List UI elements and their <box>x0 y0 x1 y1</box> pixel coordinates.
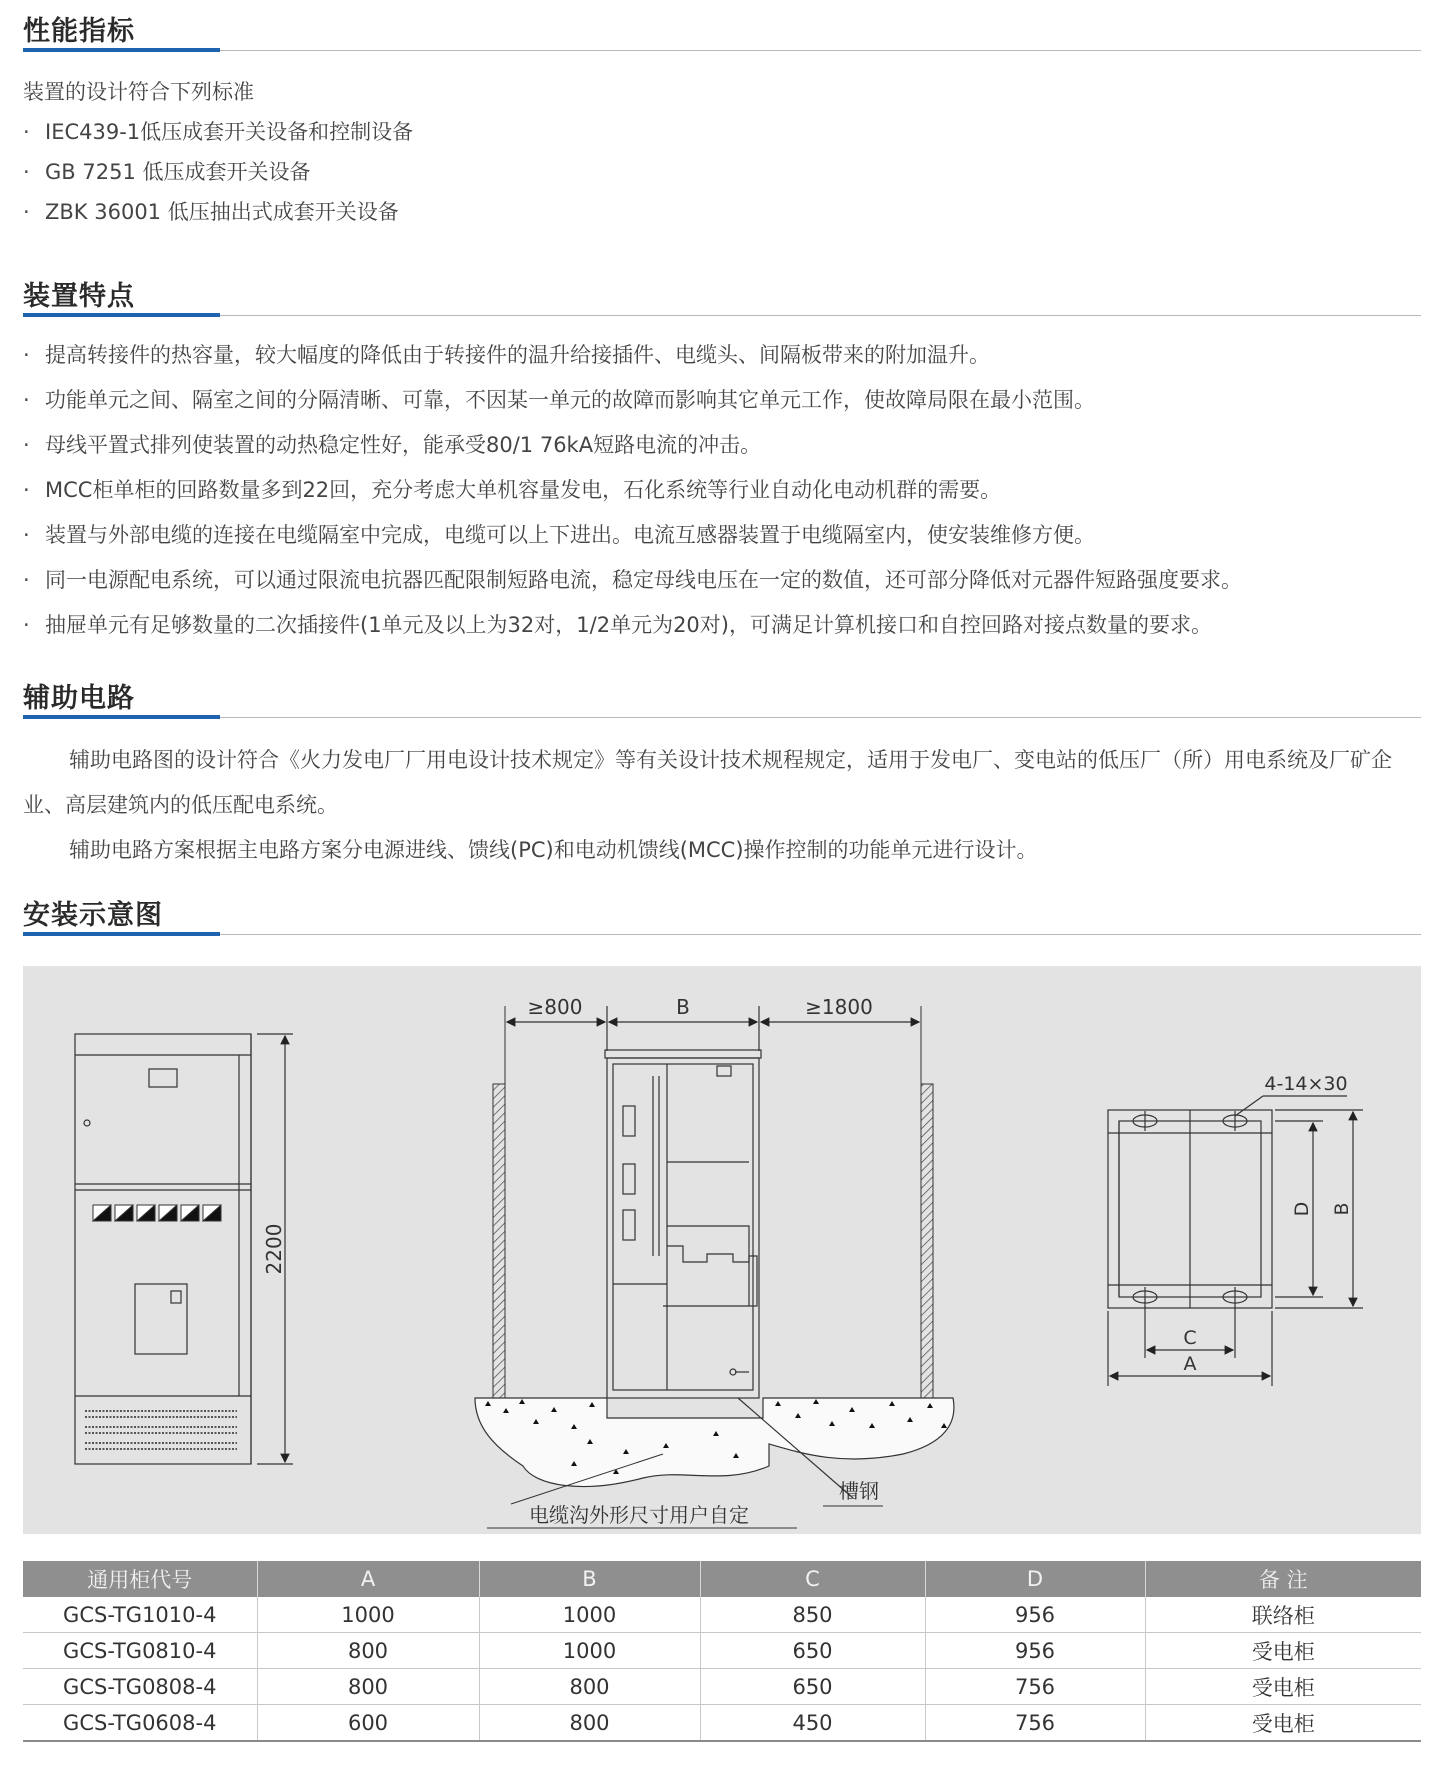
trench-note-label: 电缆沟外形尺寸用户自定 <box>529 1503 749 1527</box>
list-item: · IEC439-1低压成套开关设备和控制设备 <box>23 120 414 144</box>
list-item-text: 功能单元之间、隔室之间的分隔清晰、可靠，不因某一单元的故障而影响其它单元工作，使故障局限在最小范围。 <box>45 388 1095 412</box>
section-aux <box>23 683 1421 719</box>
list-item: · GB 7251 低压成套开关设备 <box>23 160 311 184</box>
column-header: B <box>479 1561 700 1597</box>
table-cell: 800 <box>479 1669 700 1705</box>
table-cell: GCS-TG0608-4 <box>23 1705 257 1742</box>
channel-steel-label: 槽钢 <box>839 1479 879 1503</box>
table-cell: 1000 <box>479 1597 700 1633</box>
list-item-text: ZBK 36001 低压抽出式成套开关设备 <box>45 200 399 224</box>
plan-dimensions <box>1108 1110 1363 1386</box>
installation-diagram <box>23 966 1421 1534</box>
performance-intro: 装置的设计符合下列标准 <box>23 80 254 104</box>
list-item: · 同一电源配电系统，可以通过限流电抗器匹配限制短路电流，稳定母线电压在一定的数值，还可部分降低对元器件短路强度要求。 <box>23 568 1242 592</box>
room-walls <box>493 1006 933 1398</box>
table-cell: 600 <box>257 1705 479 1742</box>
section-accent-bar <box>23 715 220 719</box>
section-title-features: 装置特点 <box>23 281 135 312</box>
table-cell: 756 <box>925 1705 1145 1742</box>
section-install <box>23 900 1421 936</box>
dim-a-label: A <box>1183 1353 1197 1375</box>
table-header-row <box>23 1561 1421 1597</box>
list-item-text: GB 7251 低压成套开关设备 <box>45 160 311 184</box>
section-title-install: 安装示意图 <box>23 900 163 931</box>
section-rule <box>23 717 1421 718</box>
table-cell: 800 <box>257 1633 479 1669</box>
list-item: · 抽屉单元有足够数量的二次插接件(1单元及以上为32对，1/2单元为20对)，可满足计算机接口和自控回路对接点数量的要求。 <box>23 613 1212 637</box>
section-title-performance: 性能指标 <box>23 16 135 47</box>
aux-paragraph-2: 辅助电路方案根据主电路方案分电源进线、馈线(PC)和电动机馈线(MCC)操作控制的功能单元进行设计。 <box>69 838 1038 862</box>
dim-c-label: C <box>1183 1327 1197 1349</box>
section-accent-bar <box>23 48 220 52</box>
list-item-text: MCC柜单柜的回路数量多到22回，充分考虑大单机容量发电，石化系统等行业自动化电动机群的需要。 <box>45 478 1002 502</box>
column-header: C <box>700 1561 925 1597</box>
table-row <box>23 1705 1421 1742</box>
column-header: A <box>257 1561 479 1597</box>
table-cell: 800 <box>257 1669 479 1705</box>
table-cell: 956 <box>925 1633 1145 1669</box>
dim-d-label: D <box>1291 1201 1313 1217</box>
cabinet-vent-grille <box>85 1411 237 1449</box>
section-rule <box>23 934 1421 935</box>
section-accent-bar <box>23 313 220 317</box>
height-label: 2200 <box>262 1223 286 1275</box>
cabinet-drawer-icons <box>93 1205 221 1221</box>
list-item-text: 母线平置式排列使装置的动热稳定性好，能承受80/1 76kA短路电流的冲击。 <box>45 433 762 457</box>
list-item: · ZBK 36001 低压抽出式成套开关设备 <box>23 200 399 224</box>
table-cell: 1000 <box>479 1633 700 1669</box>
column-header: D <box>925 1561 1145 1597</box>
list-item: · 母线平置式排列使装置的动热稳定性好，能承受80/1 76kA短路电流的冲击。 <box>23 433 762 457</box>
table-cell: GCS-TG0808-4 <box>23 1669 257 1705</box>
cabinet-side-section <box>605 1050 761 1398</box>
table-cell: 650 <box>700 1669 925 1705</box>
spec-table <box>23 1561 1421 1742</box>
table-cell: 受电柜 <box>1145 1669 1421 1705</box>
bolt-spec-label: 4-14×30 <box>1264 1073 1348 1095</box>
list-item: · 提高转接件的热容量，较大幅度的降低由于转接件的温升给接插件、电缆头、间隔板带来的附加温升。 <box>23 343 990 367</box>
section-title-aux: 辅助电路 <box>23 683 135 714</box>
list-item: · MCC柜单柜的回路数量多到22回，充分考虑大单机容量发电，石化系统等行业自动化电动机群的需要。 <box>23 478 1002 502</box>
table-cell: 联络柜 <box>1145 1597 1421 1633</box>
table-row <box>23 1633 1421 1669</box>
list-item-text: 抽屉单元有足够数量的二次插接件(1单元及以上为32对，1/2单元为20对)，可满足计算机接口和自控回路对接点数量的要求。 <box>45 613 1212 637</box>
table-cell: GCS-TG1010-4 <box>23 1597 257 1633</box>
clearance-front-label: ≥800 <box>527 995 583 1019</box>
table-cell: 1000 <box>257 1597 479 1633</box>
list-item-text: 提高转接件的热容量，较大幅度的降低由于转接件的温升给接插件、电缆头、间隔板带来的附加温升。 <box>45 343 990 367</box>
dim-b-label: B <box>1331 1202 1353 1216</box>
column-header: 备 注 <box>1145 1561 1421 1597</box>
table-row <box>23 1669 1421 1705</box>
table-cell: 受电柜 <box>1145 1633 1421 1669</box>
section-accent-bar <box>23 932 220 936</box>
table-cell: 756 <box>925 1669 1145 1705</box>
table-cell: 450 <box>700 1705 925 1742</box>
section-rule <box>23 315 1421 316</box>
cabinet-front-view <box>75 1034 251 1464</box>
section-features <box>23 281 1421 317</box>
list-item-text: IEC439-1低压成套开关设备和控制设备 <box>45 120 414 144</box>
table-cell: 956 <box>925 1597 1145 1633</box>
table-cell: 650 <box>700 1633 925 1669</box>
aux-paragraph-1: 辅助电路图的设计符合《火力发电厂厂用电设计技术规定》等有关设计技术规程规定，适用于发电厂、变电站的低压厂（所）用电系统及厂矿企业、高层建筑内的低压配电系统。 <box>23 748 1392 817</box>
list-item-text: 同一电源配电系统，可以通过限流电抗器匹配限制短路电流，稳定母线电压在一定的数值，还可部分降低对元器件短路强度要求。 <box>45 568 1242 592</box>
clearance-rear-label: ≥1800 <box>805 995 873 1019</box>
table-cell: GCS-TG0810-4 <box>23 1633 257 1669</box>
table-cell: 800 <box>479 1705 700 1742</box>
ground-and-trench <box>475 1398 954 1487</box>
table-cell: 受电柜 <box>1145 1705 1421 1742</box>
list-item: · 装置与外部电缆的连接在电缆隔室中完成，电缆可以上下进出。电流互感器装置于电缆隔室内，使安装维修方便。 <box>23 523 1095 547</box>
list-item-text: 装置与外部电缆的连接在电缆隔室中完成，电缆可以上下进出。电流互感器装置于电缆隔室内，使安装维修方便。 <box>45 523 1095 547</box>
table-row <box>23 1597 1421 1633</box>
section-rule <box>23 50 1421 51</box>
installation-drawing <box>23 966 1421 1534</box>
column-header: 通用柜代号 <box>23 1561 257 1597</box>
cabinet-depth-label: B <box>676 995 690 1019</box>
list-item: · 功能单元之间、隔室之间的分隔清晰、可靠，不因某一单元的故障而影响其它单元工作，使故障局限在最小范围。 <box>23 388 1095 412</box>
table-cell: 850 <box>700 1597 925 1633</box>
section-performance <box>23 16 1421 52</box>
